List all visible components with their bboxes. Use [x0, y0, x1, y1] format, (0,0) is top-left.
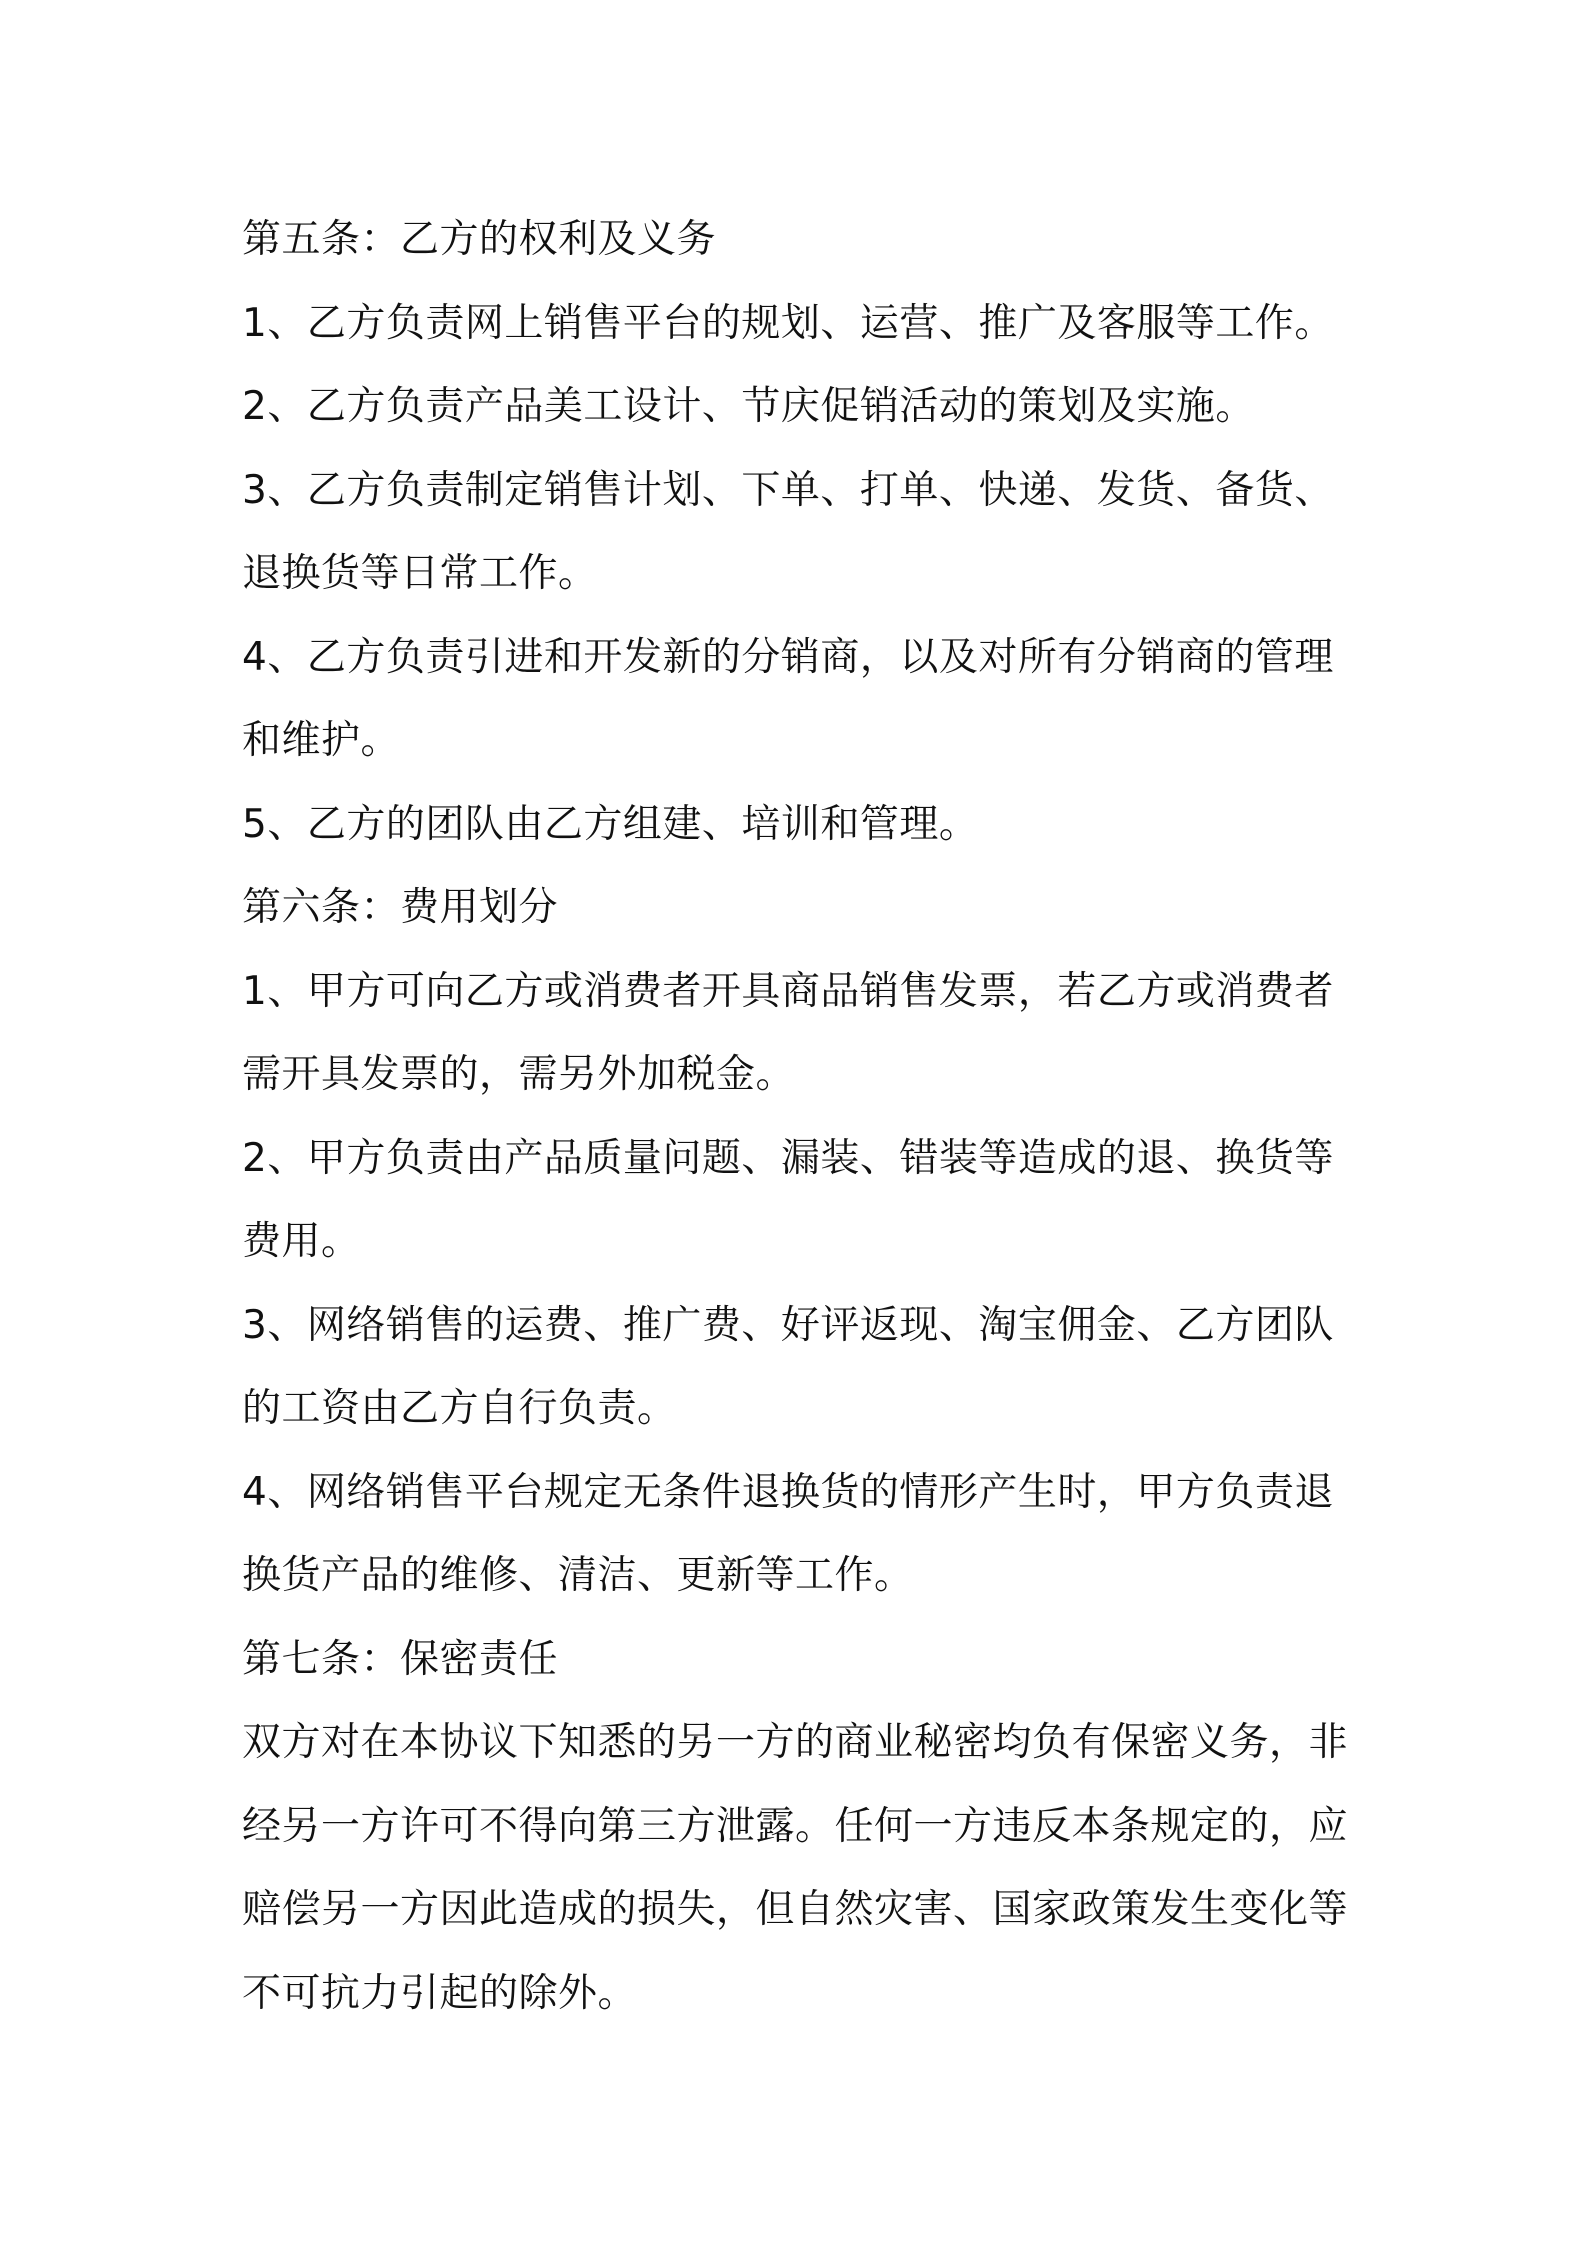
section-6-item-2-line-2: 费用。	[242, 1219, 361, 1264]
section-5-item-4-line-2: 和维护。	[242, 718, 401, 763]
section-6-heading: 第六条：费用划分	[242, 885, 559, 930]
section-5-item-1: 1、乙方负责网上销售平台的规划、运营、推广及客服等工作。	[242, 300, 1334, 346]
section-7-paragraph-line-3: 赔偿另一方因此造成的损失，但自然灾害、国家政策发生变化等	[242, 1887, 1349, 1932]
section-5-item-5: 5、乙方的团队由乙方组建、培训和管理。	[242, 801, 979, 847]
section-7-paragraph-line-1: 双方对在本协议下知悉的另一方的商业秘密均负有保密义务，非	[242, 1720, 1349, 1765]
section-6-item-3-line-2: 的工资由乙方自行负责。	[242, 1386, 677, 1431]
section-5-heading: 第五条：乙方的权利及义务	[242, 217, 717, 262]
section-6-item-1-line-1: 1、甲方可向乙方或消费者开具商品销售发票，若乙方或消费者	[242, 968, 1334, 1014]
section-5-item-4-line-1: 4、乙方负责引进和开发新的分销商，以及对所有分销商的管理	[242, 634, 1334, 680]
section-6-item-4-line-1: 4、网络销售平台规定无条件退换货的情形产生时，甲方负责退	[242, 1469, 1334, 1515]
section-7-paragraph-line-4: 不可抗力引起的除外。	[242, 1970, 638, 2016]
section-6-item-3-line-1: 3、网络销售的运费、推广费、好评返现、淘宝佣金、乙方团队	[242, 1302, 1334, 1348]
section-7-heading: 第七条：保密责任	[242, 1636, 559, 1682]
section-5-item-3-line-2: 退换货等日常工作。	[242, 551, 598, 596]
section-6-item-2-line-1: 2、甲方负责由产品质量问题、漏装、错装等造成的退、换货等	[242, 1135, 1334, 1181]
section-5-item-3-line-1: 3、乙方负责制定销售计划、下单、打单、快递、发货、备货、	[242, 467, 1334, 513]
section-6-item-1-line-2: 需开具发票的，需另外加税金。	[242, 1052, 796, 1097]
section-6-item-4-line-2: 换货产品的维修、清洁、更新等工作。	[242, 1553, 914, 1598]
section-7-paragraph-line-2: 经另一方许可不得向第三方泄露。任何一方违反本条规定的，应	[242, 1803, 1349, 1849]
section-5-item-2: 2、乙方负责产品美工设计、节庆促销活动的策划及实施。	[242, 384, 1255, 429]
